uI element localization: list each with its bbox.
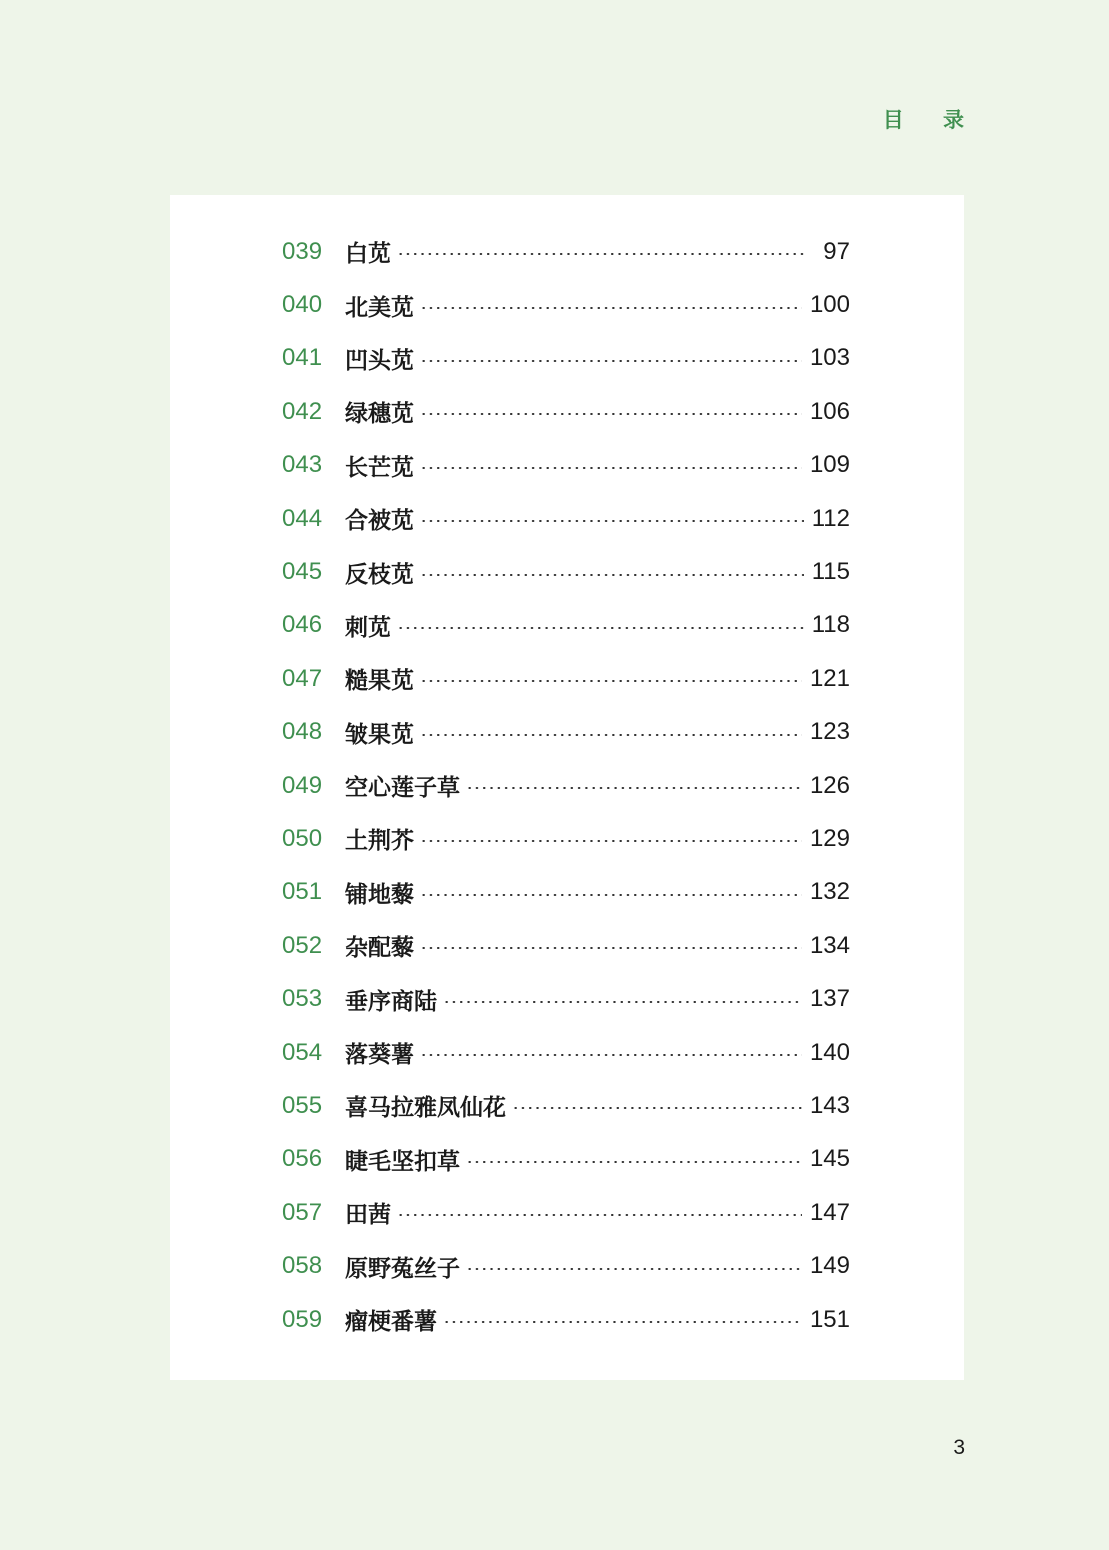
- dot-leader: [397, 1214, 802, 1216]
- toc-entry-page: 109: [809, 451, 850, 479]
- dot-leader: [466, 787, 802, 789]
- toc-entry-number: 048: [282, 718, 323, 746]
- table-of-contents-panel: [170, 195, 964, 1380]
- toc-entry-title: 长芒苋: [345, 454, 414, 481]
- toc-entry-title: 刺苋: [345, 614, 391, 641]
- dot-leader: [443, 1321, 802, 1323]
- toc-entry[interactable]: [282, 1133, 850, 1186]
- toc-entry-number: 044: [282, 504, 323, 532]
- toc-entry-title: 原野菟丝子: [345, 1255, 460, 1282]
- toc-entry-number: 045: [282, 558, 323, 586]
- toc-entry-page: 115: [811, 558, 850, 586]
- toc-list: [282, 225, 850, 1346]
- toc-entry-page: 112: [811, 504, 850, 532]
- toc-entry-number: 059: [282, 1305, 323, 1333]
- toc-entry-number: 057: [282, 1198, 323, 1226]
- dot-leader: [420, 894, 802, 896]
- toc-entry-page: 97: [823, 237, 850, 265]
- toc-entry-page: 140: [809, 1038, 850, 1066]
- toc-entry-title: 绿穗苋: [345, 401, 414, 428]
- toc-entry-page: 106: [809, 397, 850, 425]
- toc-entry[interactable]: [282, 1293, 850, 1346]
- toc-entry[interactable]: [282, 332, 850, 385]
- toc-entry[interactable]: [282, 866, 850, 919]
- toc-entry[interactable]: [282, 706, 850, 759]
- toc-entry-number: 055: [282, 1091, 323, 1119]
- page-number: 3: [953, 1436, 965, 1459]
- toc-entry-title: 皱果苋: [345, 721, 414, 748]
- toc-entry-title: 喜马拉雅凤仙花: [345, 1095, 506, 1122]
- toc-entry-title: 睫毛坚扣草: [345, 1148, 460, 1175]
- toc-entry-number: 051: [282, 878, 323, 906]
- toc-entry[interactable]: [282, 1026, 850, 1079]
- toc-entry-number: 042: [282, 397, 323, 425]
- dot-leader: [420, 520, 804, 522]
- toc-entry[interactable]: [282, 492, 850, 545]
- toc-entry-title: 瘤梗番薯: [345, 1309, 437, 1335]
- toc-entry[interactable]: [282, 919, 850, 972]
- toc-entry-number: 049: [282, 771, 323, 799]
- toc-entry-page: 123: [809, 718, 850, 746]
- dot-leader: [420, 1054, 802, 1056]
- toc-entry[interactable]: [282, 225, 850, 278]
- toc-entry-number: 056: [282, 1145, 323, 1173]
- toc-entry-number: 043: [282, 451, 323, 479]
- toc-entry-page: 149: [809, 1252, 850, 1280]
- dot-leader: [420, 467, 802, 469]
- toc-entry[interactable]: [282, 1239, 850, 1292]
- toc-entry-number: 052: [282, 931, 323, 959]
- toc-entry-number: 039: [282, 237, 323, 265]
- dot-leader: [420, 840, 802, 842]
- dot-leader: [466, 1268, 802, 1270]
- toc-entry-title: 土荆芥: [345, 828, 414, 855]
- toc-entry-title: 北美苋: [345, 294, 414, 321]
- toc-entry-number: 046: [282, 611, 323, 639]
- dot-leader: [420, 307, 802, 309]
- toc-entry-page: 132: [809, 878, 850, 906]
- dot-leader: [397, 627, 804, 629]
- toc-entry-page: 100: [809, 291, 850, 319]
- toc-entry-number: 058: [282, 1252, 323, 1280]
- toc-entry[interactable]: [282, 278, 850, 331]
- toc-entry-page: 143: [809, 1091, 850, 1119]
- toc-entry[interactable]: [282, 545, 850, 598]
- toc-entry-title: 铺地藜: [345, 881, 414, 908]
- toc-entry[interactable]: [282, 1186, 850, 1239]
- toc-entry-title: 垂序商陆: [345, 988, 437, 1015]
- toc-entry-number: 050: [282, 824, 323, 852]
- dot-leader: [420, 360, 802, 362]
- toc-entry-number: 054: [282, 1038, 323, 1066]
- toc-entry[interactable]: [282, 1079, 850, 1132]
- toc-entry-page: 151: [809, 1305, 850, 1333]
- toc-entry-title: 落葵薯: [345, 1042, 414, 1069]
- toc-entry-page: 103: [809, 344, 850, 372]
- toc-entry-number: 053: [282, 985, 323, 1013]
- toc-entry[interactable]: [282, 652, 850, 705]
- toc-entry-title: 合被苋: [345, 508, 414, 535]
- toc-entry-page: 126: [809, 771, 850, 799]
- toc-entry-page: 134: [809, 931, 850, 959]
- dot-leader: [466, 1161, 802, 1163]
- dot-leader: [420, 574, 804, 576]
- toc-entry-title: 空心莲子草: [345, 775, 460, 802]
- dot-leader: [420, 947, 802, 949]
- toc-entry-number: 041: [282, 344, 323, 372]
- toc-entry-page: 118: [811, 611, 850, 639]
- toc-entry-number: 040: [282, 291, 323, 319]
- toc-entry-page: 129: [809, 824, 850, 852]
- dot-leader: [397, 253, 806, 255]
- dot-leader: [512, 1107, 802, 1109]
- toc-entry-number: 047: [282, 664, 323, 692]
- toc-entry[interactable]: [282, 812, 850, 865]
- toc-entry-title: 凹头苋: [345, 347, 414, 374]
- toc-entry-page: 145: [809, 1145, 850, 1173]
- page-title: 目 录: [882, 108, 980, 132]
- toc-entry[interactable]: [282, 759, 850, 812]
- toc-entry-page: 147: [809, 1198, 850, 1226]
- dot-leader: [443, 1001, 802, 1003]
- dot-leader: [420, 413, 802, 415]
- toc-entry[interactable]: [282, 599, 850, 652]
- toc-entry-title: 白苋: [345, 241, 391, 268]
- toc-entry-title: 田茜: [345, 1202, 391, 1229]
- toc-entry-page: 121: [809, 664, 850, 692]
- toc-entry-title: 杂配藜: [345, 935, 414, 962]
- toc-entry-title: 反枝苋: [345, 561, 414, 588]
- toc-entry[interactable]: [282, 972, 850, 1025]
- dot-leader: [420, 734, 802, 736]
- dot-leader: [420, 680, 802, 682]
- toc-entry-title: 糙果苋: [345, 668, 414, 695]
- toc-entry-page: 137: [809, 985, 850, 1013]
- toc-entry[interactable]: [282, 439, 850, 492]
- toc-entry[interactable]: [282, 385, 850, 438]
